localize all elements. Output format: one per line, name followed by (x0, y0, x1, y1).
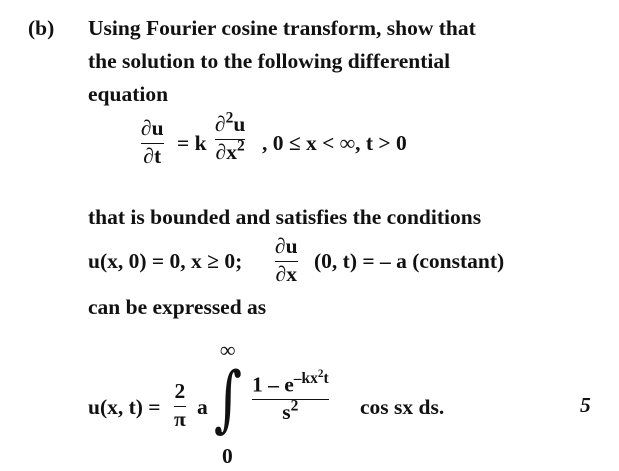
du-dt-fraction: ∂u ∂t (141, 116, 164, 168)
text-line-4: that is bounded and satisfies the conditions (88, 205, 482, 229)
solution-lhs: u(x, t) = (88, 395, 161, 419)
integral-lower-limit: 0 (222, 444, 233, 468)
pde-domain: , 0 ≤ x < ∞, t > 0 (262, 131, 407, 155)
text-line-5: can be expressed as (88, 295, 267, 319)
initial-condition: u(x, 0) = 0, x ≥ 0; (88, 249, 243, 273)
d2u-dx2-fraction: ∂$^2$u $\partial x^2$ (215, 109, 246, 164)
integrand-tail: cos sx ds. (360, 395, 445, 419)
text-line-2: the solution to the following differential (88, 49, 451, 73)
integral-upper-limit: ∞ (220, 338, 236, 362)
equals-k: = k (177, 131, 207, 155)
integral-sign: ∫ (214, 356, 243, 440)
solution-a: a (197, 395, 208, 419)
integrand-fraction: $1 - e^{-kx^2t}$ $s^2$ (252, 368, 329, 425)
boundary-condition: (0, t) = – a (constant) (314, 249, 505, 273)
marks-value: 5 (580, 393, 591, 417)
question-label: (b) (28, 16, 55, 40)
text-line-1: Using Fourier cosine transform, show that (88, 16, 476, 40)
du-dx-fraction: ∂u ∂x (275, 234, 298, 286)
two-over-pi-fraction: 2 π (174, 379, 186, 431)
text-line-3: equation (88, 82, 169, 106)
